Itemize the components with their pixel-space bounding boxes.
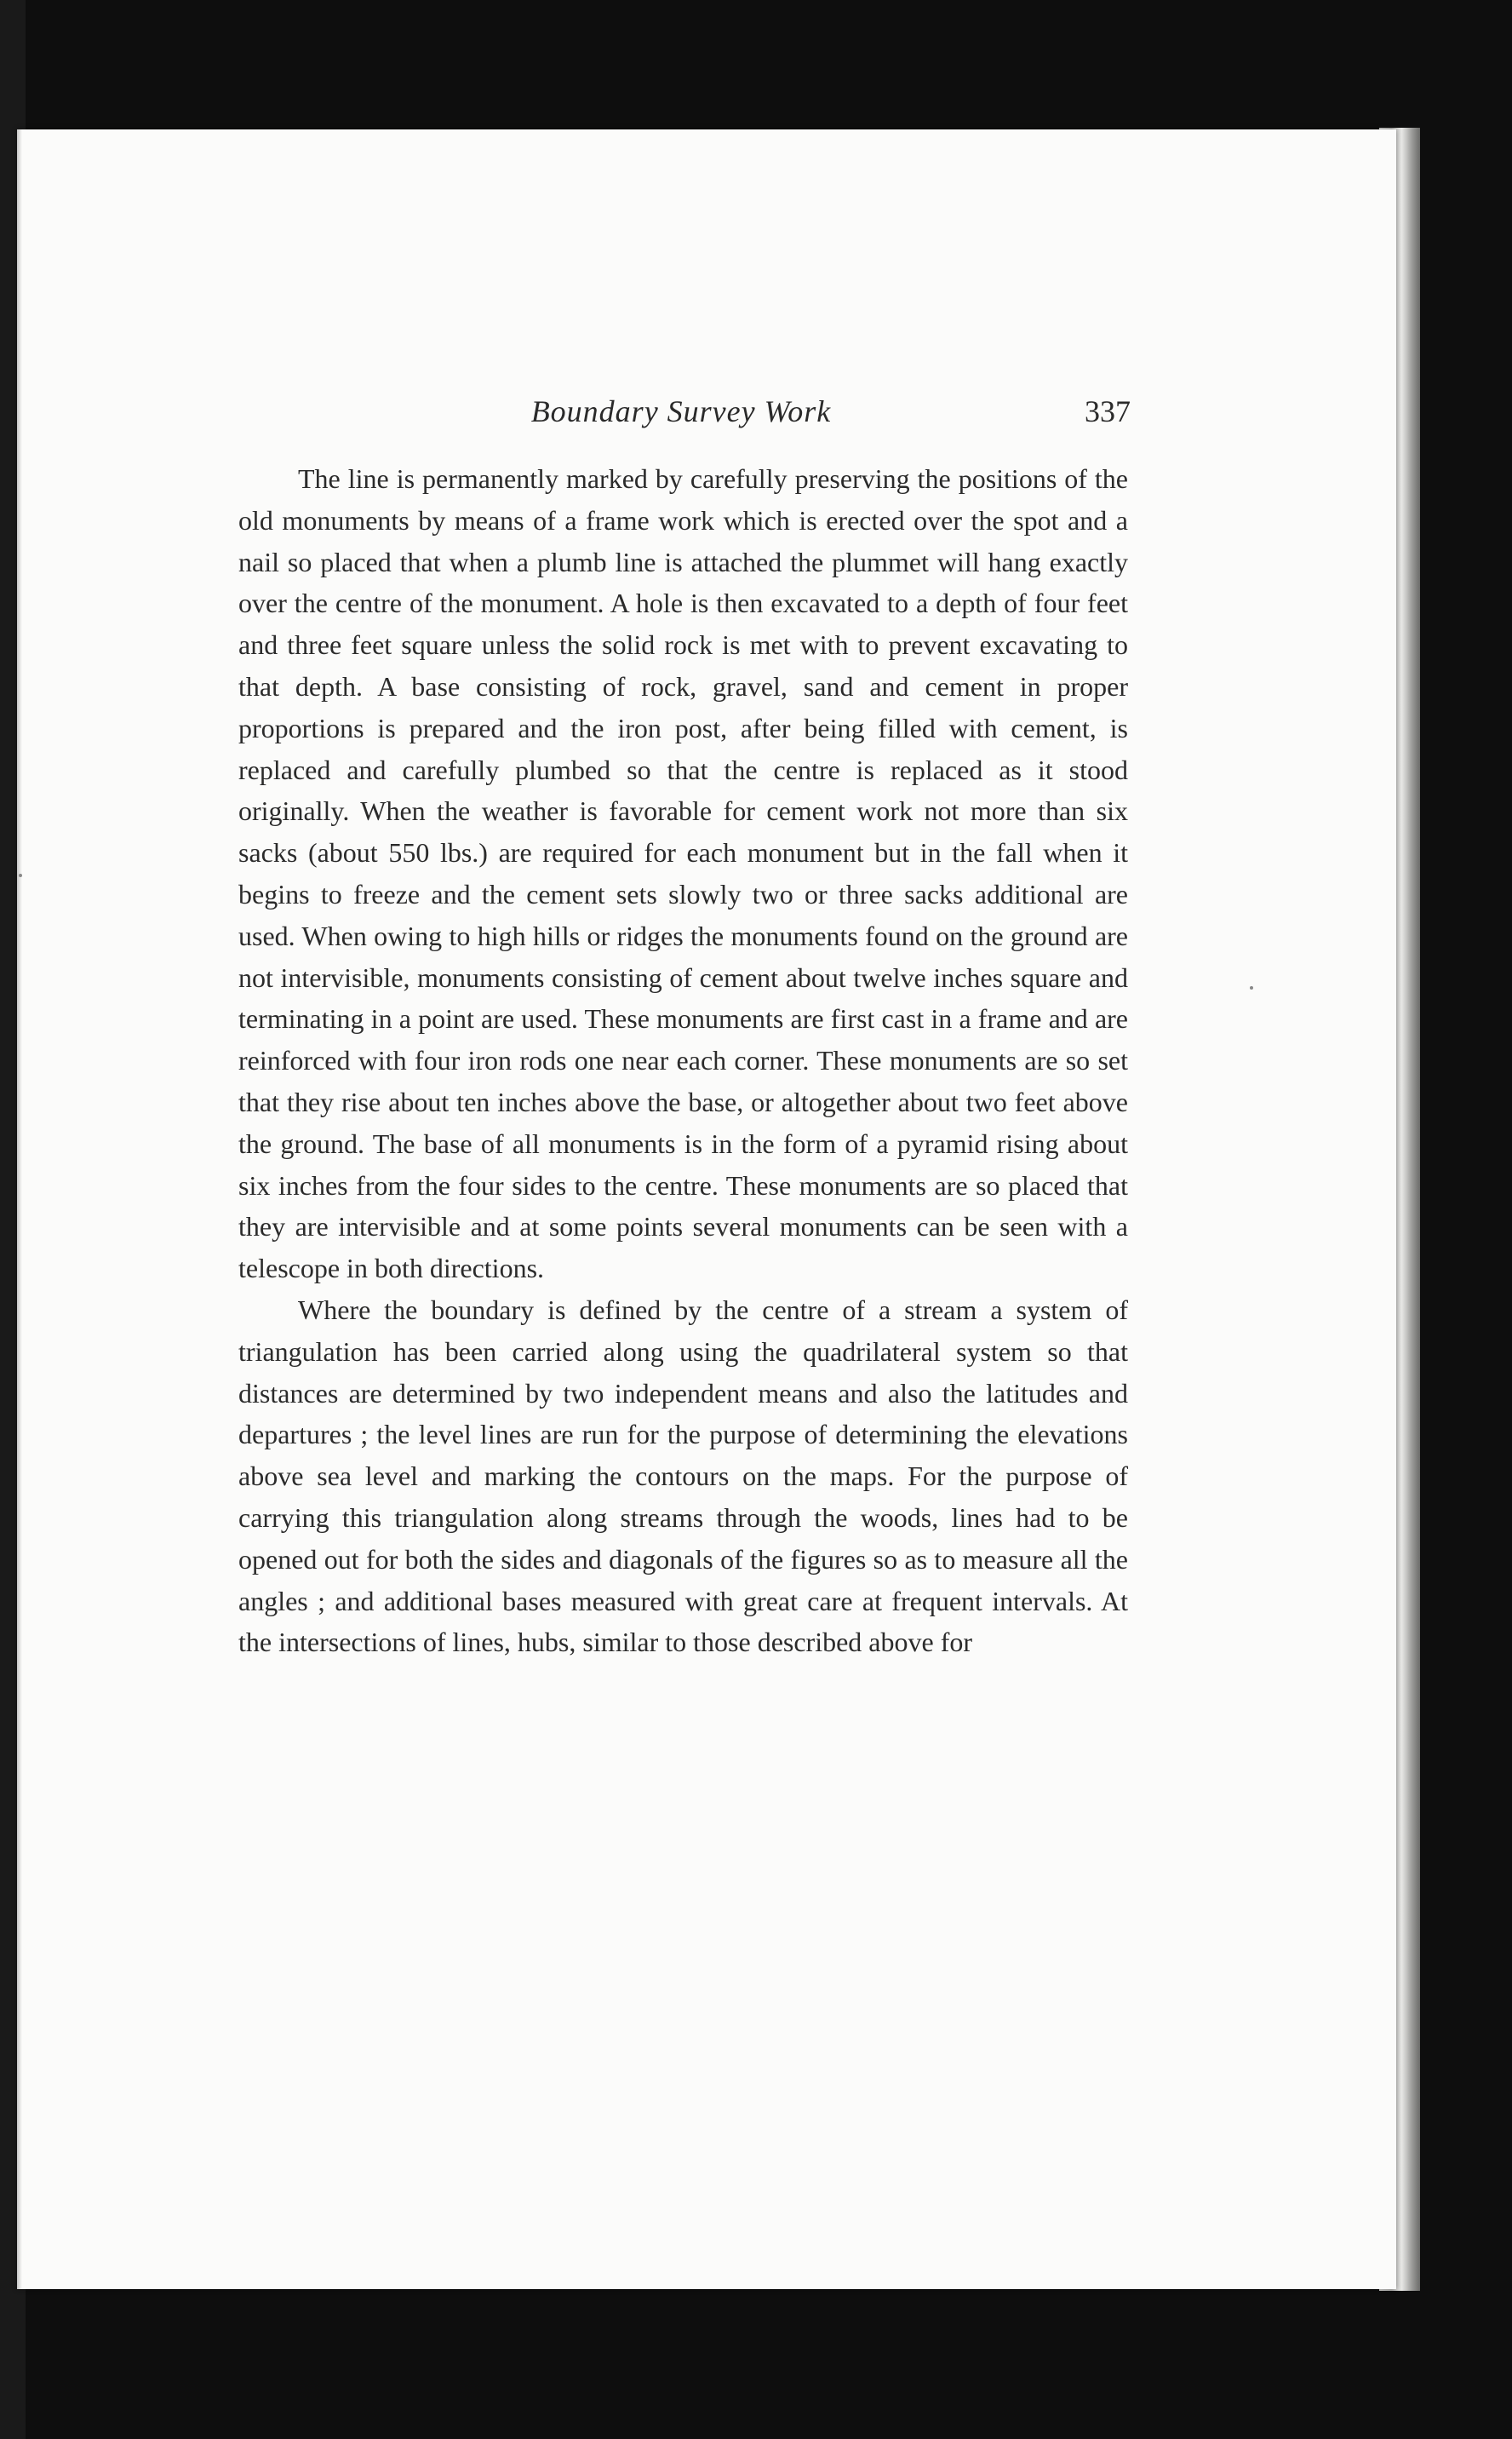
paragraph-2: Where the boundary is defined by the centre of a stream a system of triangulation has been carried along using the quadrilateral system so that distances are determined by two independent means and also the latitudes and departures ; the level lines are run for the purpose of determining the elevations above sea level and marking the contours on the maps. For the purpose of carrying this triangulation along streams through the woods, lines had to be opened out for both the sides and diagonals of the figures so as to measure all the angles ; and additional bases measured with great care at frequent intervals. At the intersections of lines, hubs, similar to those described above for xyxy=(238,1294,1128,1658)
running-title: Boundary Survey Work xyxy=(530,394,832,428)
paragraph-1: The line is permanently marked by carefully preserving the positions of the old monuments by means of a frame work which is erected over the spot and a nail so placed that when a plumb line is attached the plummet will hang exactly over the centre of the monument. A hole is then excavated to a depth of four feet and three feet square unless the solid rock is met with to prevent excavating to that depth. A base consisting of rock, gravel, sand and cement in proper proportions is prepared and the iron post, after being filled with cement, is replaced and carefully plumbed so that the centre is replaced as it stood originally. When the weather is favorable for cement work not more than six sacks (about 550 lbs.) are required for each monument but in the fall when it begins to freeze and the cement sets slowly two or three sacks additional are used. When owing to high hills or ridges the monuments found on the ground are not intervisible, monuments consisting of cement about twelve inches square and terminating in a point are used. These monuments are first cast in a frame and are reinforced with four iron rods one near each corner. These monuments are so set that they rise about ten inches above the base, or altogether about two feet above the ground. The base of all monuments is in the form of a pyramid rising about six inches from the four sides to the centre. These monuments are so placed that they are intervisible and at some points several monuments can be seen with a telescope in both directions. xyxy=(238,463,1128,1284)
page-number: 337 xyxy=(1085,394,1131,428)
running-head xyxy=(238,393,1131,445)
page-gutter-shadow xyxy=(17,129,22,2289)
scan-speck xyxy=(1250,986,1253,990)
scan-speck xyxy=(19,874,22,877)
body-text xyxy=(238,458,1128,1663)
